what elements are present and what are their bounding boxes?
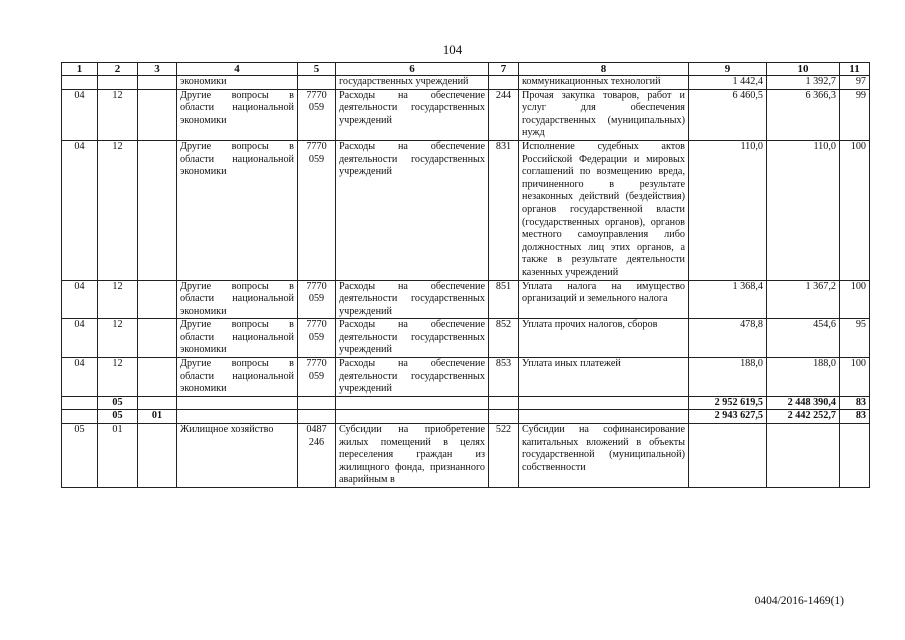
cell-expense-name: Субсидии на приобретение жилых помещений в целях переселения граждан из жилищного фонда, признанного аварийным в [336, 424, 489, 488]
cell-actual-amount: 6 366,3 [767, 89, 840, 140]
cell-code [138, 76, 177, 90]
column-header: 6 [336, 63, 489, 76]
cell-expense-name: Расходы на обеспечение деятельности государственных учреждений [336, 358, 489, 397]
cell-code [138, 424, 177, 488]
cell-actual-amount: 454,6 [767, 319, 840, 358]
cell-planned-amount: 2 943 627,5 [689, 410, 767, 424]
cell-expense-name [336, 396, 489, 410]
cell-actual-amount: 2 442 252,7 [767, 410, 840, 424]
cell-expense-type: 831 [489, 140, 519, 280]
cell-section: 04 [62, 280, 98, 319]
cell-expense-type-name: Прочая закупка товаров, работ и услуг для обеспечения государственных (муниципальных) нужд [519, 89, 689, 140]
page-number: 104 [442, 42, 463, 57]
cell-section-name: Другие вопросы в области национальной экономики [177, 358, 298, 397]
column-header: 2 [98, 63, 138, 76]
cell-percent: 99 [840, 89, 870, 140]
cell-planned-amount: 110,0 [689, 140, 767, 280]
cell-code [138, 140, 177, 280]
column-header: 1 [62, 63, 98, 76]
cell-planned-amount [689, 424, 767, 488]
cell-expense-name [336, 410, 489, 424]
budget-table [61, 62, 870, 488]
cell-expense-name: Расходы на обеспечение деятельности государственных учреждений [336, 280, 489, 319]
cell-target-code: 7770 059 [298, 280, 336, 319]
table-row [62, 319, 870, 358]
cell-expense-type [489, 396, 519, 410]
cell-section: 04 [62, 358, 98, 397]
column-header: 4 [177, 63, 298, 76]
cell-subsection: 01 [98, 424, 138, 488]
cell-target-code [298, 76, 336, 90]
cell-percent [840, 424, 870, 488]
cell-target-code: 7770 059 [298, 358, 336, 397]
cell-expense-name: государственных учреждений [336, 76, 489, 90]
table-row [62, 280, 870, 319]
cell-target-code: 7770 059 [298, 319, 336, 358]
table-row [62, 424, 870, 488]
cell-planned-amount: 188,0 [689, 358, 767, 397]
cell-actual-amount: 2 448 390,4 [767, 396, 840, 410]
cell-expense-type: 244 [489, 89, 519, 140]
column-header: 10 [767, 63, 840, 76]
table-header-row [62, 63, 870, 76]
cell-subsection: 05 [98, 396, 138, 410]
cell-section-name: экономики [177, 76, 298, 90]
cell-expense-type-name: Субсидии на софинансирование капитальных вложений в объекты государственной (муниципальной) собственности [519, 424, 689, 488]
cell-expense-type-name: Уплата налога на имущество организаций и земельного налога [519, 280, 689, 319]
cell-subsection: 12 [98, 319, 138, 358]
cell-target-code: 7770 059 [298, 140, 336, 280]
cell-code [138, 280, 177, 319]
cell-percent: 83 [840, 396, 870, 410]
cell-expense-type: 853 [489, 358, 519, 397]
cell-target-code: 0487 246 [298, 424, 336, 488]
cell-section: 04 [62, 89, 98, 140]
cell-expense-type-name: Уплата прочих налогов, сборов [519, 319, 689, 358]
cell-planned-amount: 6 460,5 [689, 89, 767, 140]
cell-planned-amount: 2 952 619,5 [689, 396, 767, 410]
cell-section-name: Другие вопросы в области национальной экономики [177, 140, 298, 280]
table-row-section-total [62, 396, 870, 410]
cell-expense-type-name: Исполнение судебных актов Российской Федерации и мировых соглашений по возмещению вреда, причиненного в результате незаконных действий (бездействия) органов государственной власти (государственных органов), органов местного самоуправления либо должностных лиц этих органов, а также в результате деятельности казенных учреждений [519, 140, 689, 280]
cell-subsection: 05 [98, 410, 138, 424]
cell-code: 01 [138, 410, 177, 424]
cell-expense-name: Расходы на обеспечение деятельности государственных учреждений [336, 89, 489, 140]
cell-section: 04 [62, 319, 98, 358]
cell-percent: 100 [840, 140, 870, 280]
cell-expense-type: 522 [489, 424, 519, 488]
cell-code [138, 396, 177, 410]
cell-expense-type [489, 76, 519, 90]
table-row [62, 89, 870, 140]
column-header: 8 [519, 63, 689, 76]
cell-section-name: Другие вопросы в области национальной экономики [177, 280, 298, 319]
table-row-subsection-total [62, 410, 870, 424]
cell-section-name: Другие вопросы в области национальной экономики [177, 89, 298, 140]
table-row [62, 140, 870, 280]
cell-subsection: 12 [98, 280, 138, 319]
cell-section-name: Жилищное хозяйство [177, 424, 298, 488]
column-header: 5 [298, 63, 336, 76]
cell-expense-type-name [519, 396, 689, 410]
column-header: 7 [489, 63, 519, 76]
cell-subsection: 12 [98, 89, 138, 140]
cell-actual-amount: 110,0 [767, 140, 840, 280]
cell-planned-amount: 1 368,4 [689, 280, 767, 319]
cell-expense-type-name: Уплата иных платежей [519, 358, 689, 397]
cell-subsection [98, 76, 138, 90]
cell-actual-amount [767, 424, 840, 488]
cell-actual-amount: 1 367,2 [767, 280, 840, 319]
cell-actual-amount: 188,0 [767, 358, 840, 397]
cell-expense-type-name: коммуникационных технологий [519, 76, 689, 90]
cell-expense-type-name [519, 410, 689, 424]
cell-planned-amount: 478,8 [689, 319, 767, 358]
cell-subsection: 12 [98, 140, 138, 280]
cell-expense-type: 852 [489, 319, 519, 358]
cell-target-code [298, 410, 336, 424]
cell-section: 05 [62, 424, 98, 488]
cell-section-name [177, 410, 298, 424]
cell-planned-amount: 1 442,4 [689, 76, 767, 90]
cell-percent: 100 [840, 280, 870, 319]
cell-percent: 100 [840, 358, 870, 397]
table-row [62, 358, 870, 397]
cell-section [62, 396, 98, 410]
cell-percent: 97 [840, 76, 870, 90]
cell-percent: 83 [840, 410, 870, 424]
table-row [62, 76, 870, 90]
cell-subsection: 12 [98, 358, 138, 397]
cell-section-name: Другие вопросы в области национальной экономики [177, 319, 298, 358]
cell-expense-type: 851 [489, 280, 519, 319]
column-header: 11 [840, 63, 870, 76]
cell-code [138, 89, 177, 140]
cell-expense-name: Расходы на обеспечение деятельности государственных учреждений [336, 319, 489, 358]
cell-code [138, 358, 177, 397]
cell-percent: 95 [840, 319, 870, 358]
cell-actual-amount: 1 392,7 [767, 76, 840, 90]
cell-expense-type [489, 410, 519, 424]
cell-section: 04 [62, 140, 98, 280]
cell-expense-name: Расходы на обеспечение деятельности государственных учреждений [336, 140, 489, 280]
cell-section-name [177, 396, 298, 410]
document-code: 0404/2016-1469(1) [754, 595, 844, 607]
cell-section [62, 410, 98, 424]
cell-section [62, 76, 98, 90]
cell-code [138, 319, 177, 358]
cell-target-code [298, 396, 336, 410]
column-header: 9 [689, 63, 767, 76]
cell-target-code: 7770 059 [298, 89, 336, 140]
column-header: 3 [138, 63, 177, 76]
